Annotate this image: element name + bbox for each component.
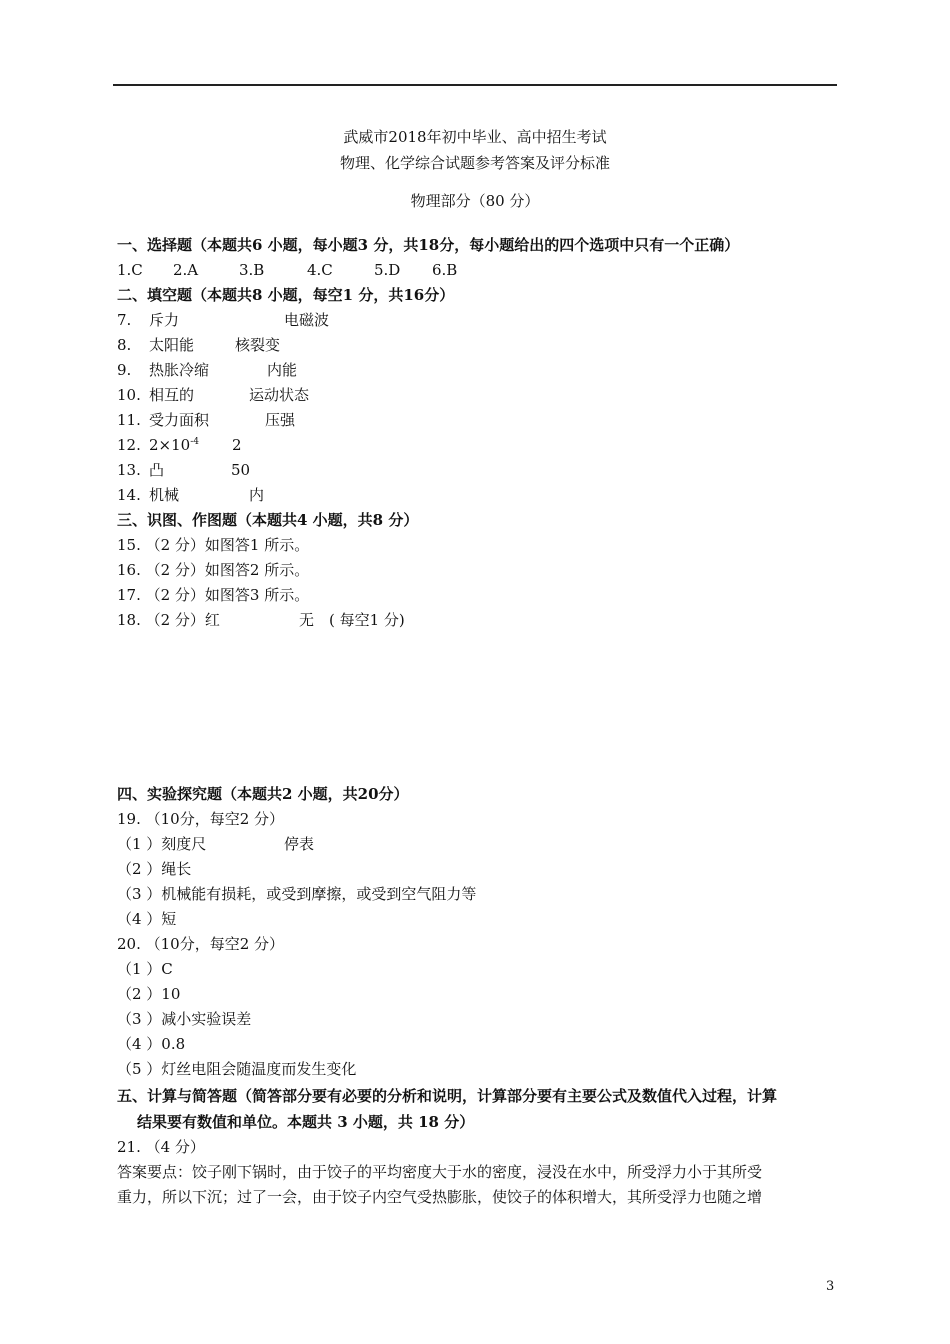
fill-item-8: 8. 太阳能 核裂变 xyxy=(117,336,281,354)
fill-item-11: 11. 受力面积 压强 xyxy=(117,411,296,429)
part3-heading: 三、识图、作图题（本题共4 小题，共8 分） xyxy=(117,511,419,529)
answer-4: 4.C xyxy=(307,261,333,279)
q20-item-3: （3 ）减小实验误差 xyxy=(117,1010,252,1028)
fill-item-9: 9. 热胀冷缩 内能 xyxy=(117,361,298,379)
fill-item-13: 13. 凸 50 xyxy=(117,461,251,479)
part2-heading: 二、填空题（本题共8 小题，每空1 分，共16分） xyxy=(117,286,455,304)
answer-3: 3.B xyxy=(239,261,265,279)
drawing-item-17: 17. （2 分）如图答3 所示。 xyxy=(117,586,310,604)
section-title: 物理部分（80 分） xyxy=(410,192,540,210)
header-rule xyxy=(113,84,837,86)
q20-item-1: （1 ）C xyxy=(117,960,173,978)
drawing-item-18: 18. （2 分）红 无 ( 每空1 分) xyxy=(117,611,405,629)
q21-heading: 21. （4 分） xyxy=(117,1138,205,1156)
q20-heading: 20. （10分，每空2 分） xyxy=(117,935,285,953)
q19-item-1: （1 ）刻度尺 停表 xyxy=(117,835,315,853)
page-number: 3 xyxy=(826,1279,835,1294)
fill-item-10: 10. 相互的 运动状态 xyxy=(117,386,310,404)
drawing-item-15: 15. （2 分）如图答1 所示。 xyxy=(117,536,310,554)
q19-heading: 19. （10分，每空2 分） xyxy=(117,810,285,828)
answer-1: 1.C xyxy=(117,261,143,279)
part5-heading-line2: 结果要有数值和单位。本题共 3 小题，共 18 分） xyxy=(137,1113,475,1131)
q21-body-line1: 答案要点：饺子刚下锅时，由于饺子的平均密度大于水的密度，浸没在水中，所受浮力小于其所受 xyxy=(117,1163,763,1181)
q20-item-2: （2 ）10 xyxy=(117,985,181,1003)
part5-heading-line1: 五、计算与简答题（简答部分要有必要的分析和说明，计算部分要有主要公式及数值代入过程，计算 xyxy=(117,1087,778,1105)
doc-title-line2: 物理、化学综合试题参考答案及评分标准 xyxy=(339,154,610,172)
fill-item-14: 14. 机械 内 xyxy=(117,486,265,504)
q20-item-4: （4 ）0.8 xyxy=(117,1035,186,1053)
fill-item-7: 7. 斥力 电磁波 xyxy=(117,311,330,329)
q19-item-3: （3 ）机械能有损耗，或受到摩擦，或受到空气阻力等 xyxy=(117,885,477,903)
fill-item-12: 12. $2\times 10^{-4}$ 2 xyxy=(117,436,242,454)
answer-2: 2.A xyxy=(173,261,199,279)
part4-heading: 四、实验探究题（本题共2 小题，共20分） xyxy=(117,785,409,803)
answer-6: 6.B xyxy=(432,261,458,279)
part1-heading: 一、选择题（本题共6 小题，每小题3 分，共18分，每小题给出的四个选项中只有一个正确） xyxy=(117,236,740,254)
drawing-item-16: 16. （2 分）如图答2 所示。 xyxy=(117,561,310,579)
answer-5: 5.D xyxy=(374,261,401,279)
q19-item-4: （4 ）短 xyxy=(117,910,177,928)
part1-answers xyxy=(117,260,457,280)
q20-item-5: （5 ）灯丝电阻会随温度而发生变化 xyxy=(117,1060,357,1078)
q19-item-2: （2 ）绳长 xyxy=(117,860,192,878)
doc-title-line1: 武威市2018年初中毕业、高中招生考试 xyxy=(343,128,607,146)
q21-body-line2: 重力，所以下沉；过了一会，由于饺子内空气受热膨胀，使饺子的体积增大，其所受浮力也随之增 xyxy=(117,1188,763,1206)
